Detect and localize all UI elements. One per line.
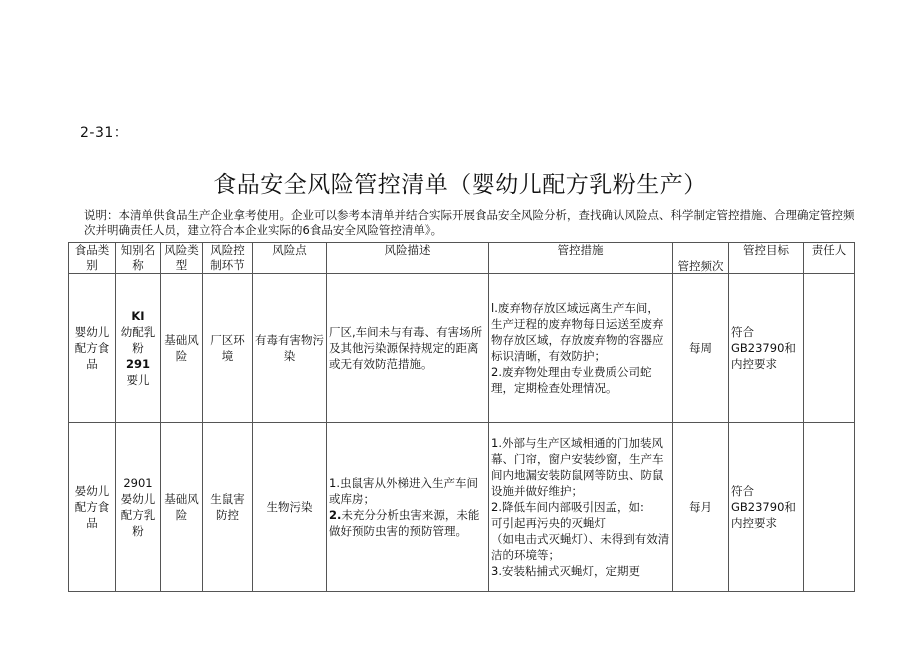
header-measures: 管控措施 <box>489 243 673 274</box>
header-control-stage: 风险控制环节 <box>203 243 253 274</box>
cell-risk-point: 生物污染 <box>253 423 327 592</box>
cell-risk-type: 基础风险 <box>161 423 203 592</box>
page-number: 2-31： <box>80 125 129 141</box>
cell-category: 晏幼儿配方食品 <box>69 423 116 592</box>
cell-frequency: 每月 <box>673 423 729 592</box>
cell-target: 符合GB23790和内控要求 <box>729 274 804 423</box>
measure-item: 3.安装粘捕式灭蝇灯，定期更 <box>491 564 640 578</box>
measure-item: 2.降低车间内部吸引因孟，如: <box>491 500 644 514</box>
table-row <box>69 274 855 423</box>
header-category: 食品类别 <box>69 243 116 274</box>
risk-control-table <box>68 242 855 592</box>
cell-responsible <box>804 274 855 423</box>
cell-target: 符合GB23790和内控要求 <box>729 423 804 592</box>
description-item <box>329 507 486 539</box>
description-item: 1.虫鼠害从外梯进入生产车间或库房； <box>329 476 478 506</box>
measure-item: 1.外部与生产区域相通的门加装风幕、门帘，窗户安装纱窗，生产车间内地漏安装防鼠网等防虫、防鼠设施并做好维护； <box>491 436 664 498</box>
header-risk-point: 风险点 <box>253 243 327 274</box>
cell-measures <box>489 274 673 423</box>
cell-measures <box>489 423 673 592</box>
cell-description: 厂区,车间未与有毒、有害场所及其他污染源保持规定的距离或无有效防范措施。 <box>327 274 489 423</box>
header-description: 风险描述 <box>327 243 489 274</box>
header-frequency: 管控频次 <box>673 243 729 274</box>
measure-item: 生产迂程的废弃物每日运送至废弃物存放区域，存放废弃物的容器应标识清晰，有效防护； <box>491 317 664 363</box>
measure-item: l.废弃物存放区域远离生产车间， <box>491 301 659 315</box>
subcategory-code: KI <box>131 309 145 323</box>
header-subcategory: 知别名称 <box>116 243 161 274</box>
document-title: 食品安全风险管控清单（婴幼儿配方乳粉生产） <box>213 172 707 198</box>
explanation-note: 说明：本清单供食品生产企业拿考使用。企业可以参考本清单并结合实际开展食品安全风险分析，查找确认风险点、科学制定管控措施、合理确定管控频次并明确责任人员，建立符合本企业实际的6食品安全风险管控清单》。 <box>84 208 855 237</box>
cell-control-stage: 生鼠害防控 <box>203 423 253 592</box>
cell-risk-type: 基础风险 <box>161 274 203 423</box>
cell-control-stage: 厂区环境 <box>203 274 253 423</box>
cell-risk-point: 有毒有害物污染 <box>253 274 327 423</box>
measure-item: 2.废弃物处理由专业费质公司蛇理，定期检查处理情况。 <box>491 365 652 395</box>
subcategory-name: 幼配乳粉 <box>120 325 156 355</box>
header-target: 管控目标 <box>729 243 804 274</box>
header-responsible: 责任人 <box>804 243 855 274</box>
cell-responsible <box>804 423 855 592</box>
subcategory-suffix: 要儿 <box>126 373 150 387</box>
measure-item: 可引起再污央的灭蝇灯 <box>491 516 606 530</box>
description-item-number: 2. <box>329 508 342 522</box>
cell-subcategory <box>116 274 161 423</box>
description-item-text: 未充分分析虫害来源，未能做好预防虫害的预防管理。 <box>329 508 480 538</box>
table-header-row <box>69 243 855 274</box>
cell-description <box>327 423 489 592</box>
subcategory-number: 291 <box>125 357 150 371</box>
cell-category: 婴幼儿配方食品 <box>69 274 116 423</box>
cell-subcategory: 2901晏幼儿配方乳粉 <box>116 423 161 592</box>
table-row <box>69 423 855 592</box>
cell-frequency: 每周 <box>673 274 729 423</box>
header-risk-type: 风险类型 <box>161 243 203 274</box>
measure-item: （如电击式灭蝇灯）、未得到有效清洁的环境等； <box>491 532 670 562</box>
